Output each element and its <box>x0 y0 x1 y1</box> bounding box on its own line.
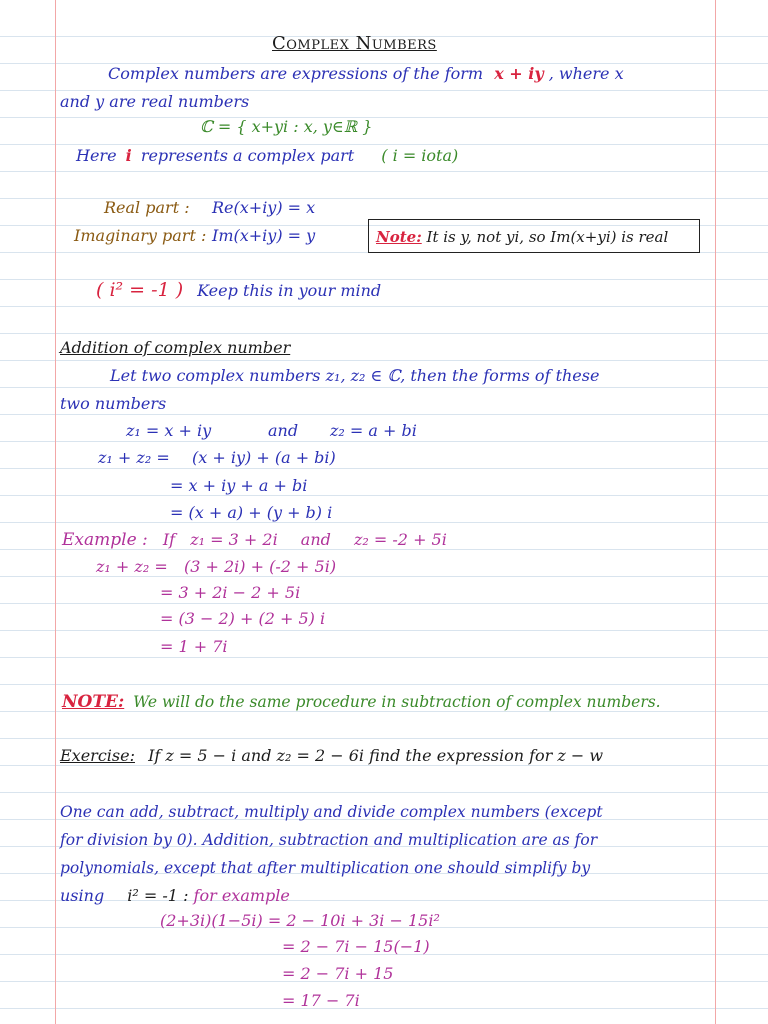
ops-line-1: One can add, subtract, multiply and divide complex numbers (except <box>60 803 603 821</box>
here-text: Here <box>76 146 117 165</box>
example-step-1-lhs: z₁ + z₂ = <box>96 557 168 576</box>
ops-line-4 <box>60 886 290 906</box>
example-label: Example : <box>62 530 148 550</box>
note-2-text: We will do the same procedure in subtraction of complex numbers. <box>133 693 661 711</box>
addition-step-1-lhs: z₁ + z₂ = <box>98 448 170 467</box>
note-text: It is y, not yi, so Im(x+yi) is real <box>426 228 669 246</box>
example-step-2: = 3 + 2i − 2 + 5i <box>160 583 301 602</box>
note-label: Note: <box>376 228 422 246</box>
calc-step-4: = 17 − 7i <box>282 991 360 1010</box>
calc-step-3: = 2 − 7i + 15 <box>282 964 394 983</box>
ops-line-2: for division by 0). Addition, subtraction and multiplication are as for <box>60 831 598 849</box>
form-expression: x + iy <box>494 64 544 83</box>
reminder-text: Keep this in your mind <box>197 281 382 300</box>
example-z2: z₂ = -2 + 5i <box>353 530 447 549</box>
ops-i-squared: i² = -1 : <box>127 886 189 905</box>
imaginary-part-label: Imaginary part : <box>74 226 207 245</box>
example-and: and <box>300 530 331 549</box>
addition-step-3: = (x + a) + (y + b) i <box>170 503 333 522</box>
example-z1: z₁ = 3 + 2i <box>190 530 278 549</box>
i-squared: ( i² = -1 ) <box>96 279 184 301</box>
addition-line-1: Let two complex numbers z₁, z₂ ∈ ℂ, then the forms of these <box>110 366 600 385</box>
example-step-1-rhs: (3 + 2i) + (-2 + 5i) <box>184 557 337 576</box>
calc-step-1: (2+3i)(1−5i) = 2 − 10i + 3i − 15i² <box>160 911 440 930</box>
addition-step-2: = x + iy + a + bi <box>170 476 308 495</box>
i-squared-reminder <box>96 280 381 301</box>
exercise-line <box>60 746 603 766</box>
addition-line-2: two numbers <box>60 394 167 413</box>
ops-for-example: for example <box>193 886 290 905</box>
exercise-label: Exercise: <box>60 746 135 765</box>
complex-part-text: represents a complex part <box>140 146 355 165</box>
i-symbol: i <box>125 146 132 165</box>
real-part-label: Real part : <box>104 198 190 217</box>
intro-line-2: and y are real numbers <box>60 92 250 111</box>
addition-step-1-rhs: (x + iy) + (a + bi) <box>192 448 336 467</box>
example-step-3: = (3 − 2) + (2 + 5) i <box>160 609 326 628</box>
set-definition: ℂ = { x+yi : x, y∈ℝ } <box>200 117 373 136</box>
imaginary-part-expr: Im(x+iy) = y <box>212 226 316 245</box>
note-content <box>376 227 668 247</box>
intro-text: Complex numbers are expressions of the form <box>108 64 484 83</box>
note-2-label: NOTE: <box>62 692 125 712</box>
z2-definition: z₂ = a + bi <box>330 421 417 440</box>
note-2-line <box>62 692 661 712</box>
intro-line-4 <box>76 146 458 166</box>
example-if: If <box>162 530 176 549</box>
z1-definition: z₁ = x + iy <box>126 421 212 440</box>
intro-where: , where x <box>548 64 624 83</box>
real-part-expr: Re(x+iy) = x <box>212 198 316 217</box>
example-step-4: = 1 + 7i <box>160 637 228 656</box>
page-title: Complex Numbers <box>272 33 437 54</box>
ops-using: using <box>60 886 105 905</box>
addition-and: and <box>268 421 299 440</box>
intro-line-1 <box>108 64 624 84</box>
exercise-text: If z = 5 − i and z₂ = 2 − 6i find the expression for z − w <box>148 746 604 765</box>
example-line <box>62 530 447 550</box>
addition-heading: Addition of complex number <box>60 338 291 357</box>
calc-step-2: = 2 − 7i − 15(−1) <box>282 937 430 956</box>
ops-line-3: polynomials, except that after multiplication one should simplify by <box>60 859 591 877</box>
iota-note: ( i = iota) <box>381 146 459 165</box>
